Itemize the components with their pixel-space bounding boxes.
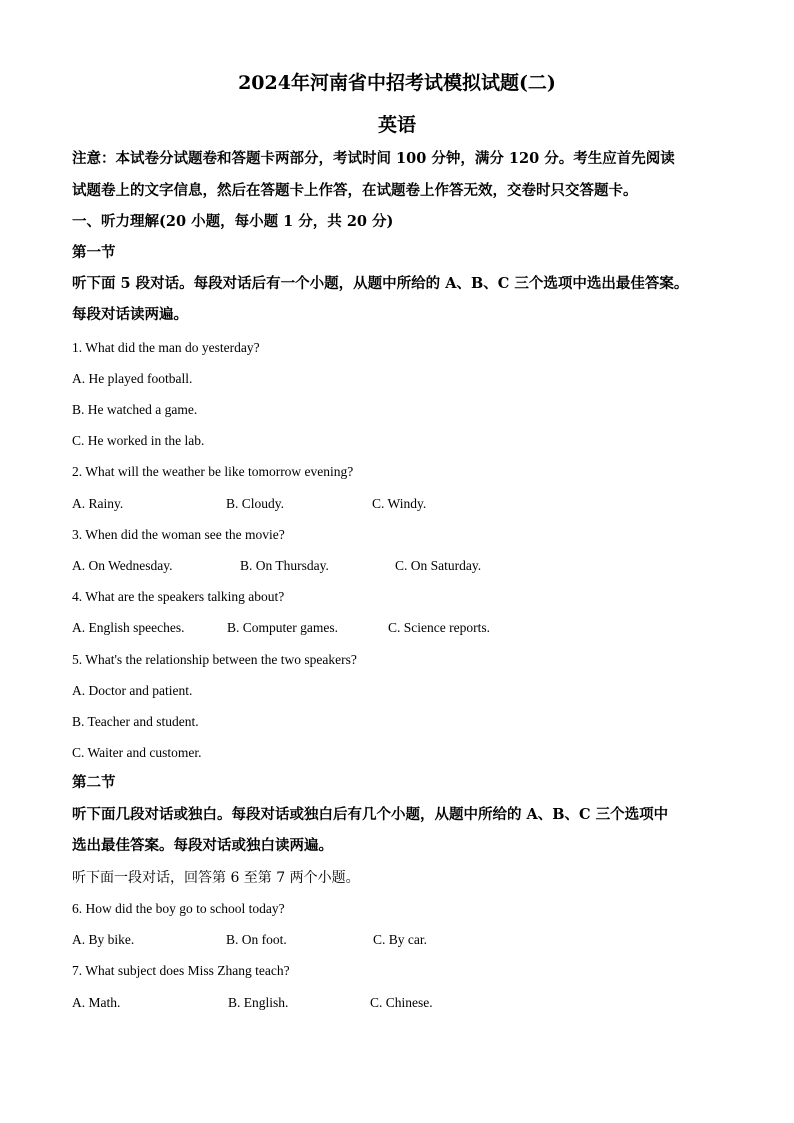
question-2-option-c: C. Windy.	[372, 496, 427, 511]
question-7-option-c: C. Chinese.	[370, 995, 433, 1010]
question-3: 3. When did the woman see the movie?	[72, 527, 285, 542]
question-5: 5. What's the relationship between the two speakers?	[72, 652, 357, 667]
section1-heading: 第一节	[72, 244, 116, 261]
question-6-option-b: B. On foot.	[226, 932, 287, 947]
section1-instruction-2: 每段对话读两遍。	[72, 306, 188, 323]
question-3-option-b: B. On Thursday.	[240, 558, 329, 573]
exam-subject: 英语	[377, 114, 416, 136]
question-5-option-b: B. Teacher and student.	[72, 714, 199, 729]
question-4-option-a: A. English speeches.	[72, 620, 185, 635]
question-7: 7. What subject does Miss Zhang teach?	[72, 963, 290, 978]
question-2: 2. What will the weather be like tomorrow evening?	[72, 464, 354, 479]
notice-line-1: 注意：本试卷分试题卷和答题卡两部分，考试时间 100 分钟，满分 120 分。考生应首先阅读	[72, 150, 675, 167]
question-2-option-a: A. Rainy.	[72, 496, 124, 511]
question-1-option-c: C. He worked in the lab.	[72, 433, 205, 448]
question-4-option-c: C. Science reports.	[388, 620, 490, 635]
section2-heading: 第二节	[72, 774, 116, 791]
question-3-option-c: C. On Saturday.	[395, 558, 482, 573]
question-6-option-a: A. By bike.	[72, 932, 135, 947]
question-3-option-a: A. On Wednesday.	[72, 558, 173, 573]
question-1-option-a: A. He played football.	[72, 371, 193, 386]
question-6-option-c: C. By car.	[373, 932, 427, 947]
part1-heading: 一、听力理解(20 小题，每小题 1 分，共 20 分)	[72, 213, 394, 230]
section2-sub-instruction: 听下面一段对话，回答第 6 至第 7 两个小题。	[72, 870, 360, 886]
question-2-option-b: B. Cloudy.	[226, 496, 285, 511]
question-5-option-a: A. Doctor and patient.	[72, 683, 193, 698]
question-6: 6. How did the boy go to school today?	[72, 901, 285, 916]
question-1: 1. What did the man do yesterday?	[72, 340, 260, 355]
section1-instruction-1: 听下面 5 段对话。每段对话后有一个小题，从题中所给的 A、B、C 三个选项中选出最佳答案。	[72, 275, 689, 292]
section2-instruction-1: 听下面几段对话或独白。每段对话或独白后有几个小题，从题中所给的 A、B、C 三个选项中	[72, 806, 669, 823]
question-1-option-b: B. He watched a game.	[72, 402, 198, 417]
section2-instruction-2: 选出最佳答案。每段对话或独白读两遍。	[72, 837, 333, 854]
question-5-option-c: C. Waiter and customer.	[72, 745, 202, 760]
question-4-option-b: B. Computer games.	[227, 620, 338, 635]
notice-line-2: 试题卷上的文字信息，然后在答题卡上作答，在试题卷上作答无效，交卷时只交答题卡。	[72, 182, 638, 199]
question-7-option-a: A. Math.	[72, 995, 121, 1010]
exam-title: 2024年河南省中招考试模拟试题(二)	[238, 72, 556, 94]
question-7-option-b: B. English.	[228, 995, 289, 1010]
question-4: 4. What are the speakers talking about?	[72, 589, 285, 604]
